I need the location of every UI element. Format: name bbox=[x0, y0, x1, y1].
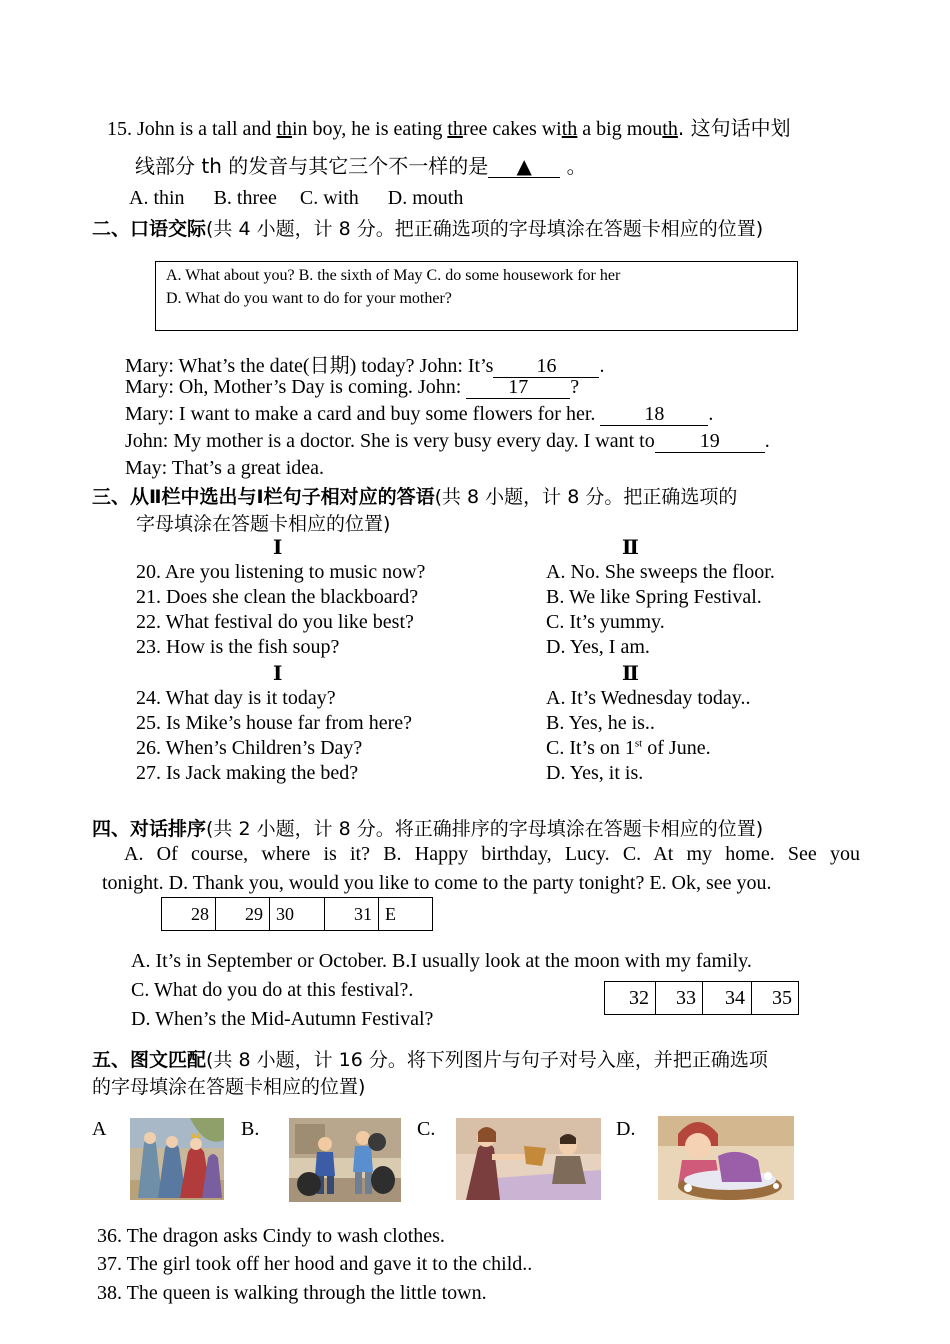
picture-label-c: C. bbox=[417, 1118, 436, 1140]
question-26: 26. When’s Children’s Day? bbox=[136, 737, 363, 759]
section5-heading-line2: 的字母填涂在答题卡相应的位置) bbox=[92, 1076, 366, 1098]
sec4-paragraph-line1: A. Of course, where is it? B. Happy birthday, Lucy. C. At my home. See you bbox=[124, 843, 860, 865]
section2-heading: 二、口语交际(共 4 小题，计 8 分。把正确选项的字母填涂在答题卡相应的位置) bbox=[92, 218, 764, 240]
picture-label-a: A bbox=[92, 1118, 107, 1140]
sec4-option-line1: A. It’s in September or October. B.I usually look at the moon with my family. bbox=[131, 950, 752, 972]
sentence-37: 37. The girl took off her hood and gave it to the child.. bbox=[97, 1253, 533, 1275]
column-1-heading: Ⅰ bbox=[273, 661, 283, 685]
q15-option: A. thin bbox=[129, 187, 185, 209]
sec4-option-line2: C. What do you do at this festival?. bbox=[131, 979, 414, 1001]
order-cell[interactable]: 28 bbox=[162, 898, 216, 931]
dialogue-line-16: Mary: What’s the date(日期) today? John: It’s 16 . bbox=[125, 355, 605, 377]
answer-option: A. It’s Wednesday today.. bbox=[546, 687, 751, 709]
order-cell[interactable]: 35 bbox=[752, 982, 799, 1015]
dialogue-line-end: May: That’s a great idea. bbox=[125, 457, 325, 479]
answer-blank-17[interactable]: 17 bbox=[466, 377, 570, 399]
question-22: 22. What festival do you like best? bbox=[136, 611, 414, 633]
q15-option: D. mouth bbox=[387, 187, 464, 209]
dialogue-line-18: Mary: I want to make a card and buy some flowers for her. 18 . bbox=[125, 403, 714, 425]
q15-option: C. with bbox=[299, 187, 359, 209]
question-24: 24. What day is it today? bbox=[136, 687, 336, 709]
question-25: 25. Is Mike’s house far from here? bbox=[136, 712, 413, 734]
column-2-heading: Ⅱ bbox=[622, 535, 639, 559]
picture-b-boys-with-bags bbox=[289, 1118, 401, 1202]
sentence-38: 38. The queen is walking through the little town. bbox=[97, 1282, 487, 1304]
q15-answer-blank[interactable]: ▲ bbox=[488, 156, 560, 178]
options-line: D. What do you want to do for your mother? bbox=[166, 290, 452, 307]
q15-options bbox=[129, 187, 463, 210]
order-cell[interactable]: 32 bbox=[605, 982, 656, 1015]
picture-label-d: D. bbox=[616, 1118, 636, 1140]
answer-blank-16[interactable]: 16 bbox=[493, 356, 599, 378]
section3-heading: 三、从Ⅱ栏中选出与Ⅰ栏句子相对应的答语(共 8 小题，计 8 分。把正确选项的 bbox=[92, 486, 738, 508]
column-2-heading: Ⅱ bbox=[622, 661, 639, 685]
order-cell[interactable]: 33 bbox=[656, 982, 703, 1015]
options-line: A. What about you? B. the sixth of May C. do some housework for her bbox=[166, 267, 621, 284]
q15-line1: 15. John is a tall and thin boy, he is eating three cakes with a big mouth. 这句话中划 bbox=[107, 116, 791, 140]
dialogue-line-19: John: My mother is a doctor. She is very busy every day. I want to 19 . bbox=[125, 430, 770, 452]
order-cell[interactable]: 30 bbox=[270, 898, 325, 931]
order-table-1 bbox=[161, 897, 433, 931]
q15-line2: 线部分 th 的发音与其它三个不一样的是 ▲ 。 bbox=[135, 154, 587, 178]
section4-heading: 四、对话排序(共 2 小题，计 8 分。将正确排序的字母填涂在答题卡相应的位置) bbox=[92, 818, 764, 840]
q15-option: B. three bbox=[213, 187, 277, 209]
answer-blank-18[interactable]: 18 bbox=[600, 404, 708, 426]
answer-option: B. We like Spring Festival. bbox=[546, 586, 762, 608]
question-27: 27. Is Jack making the bed? bbox=[136, 762, 359, 784]
picture-label-b: B. bbox=[241, 1118, 260, 1140]
answer-option: D. Yes, I am. bbox=[546, 636, 650, 658]
section5-heading: 五、图文匹配(共 8 小题，计 16 分。将下列图片与句子对号入座，并把正确选项 bbox=[92, 1049, 768, 1071]
order-table-2 bbox=[604, 981, 799, 1015]
section2-options-box bbox=[155, 261, 798, 331]
order-cell[interactable]: E bbox=[379, 898, 433, 931]
picture-d-cindy-washing-clothes bbox=[658, 1116, 794, 1200]
answer-blank-19[interactable]: 19 bbox=[655, 431, 765, 453]
answer-option: D. Yes, it is. bbox=[546, 762, 644, 784]
question-20: 20. Are you listening to music now? bbox=[136, 561, 426, 583]
question-23: 23. How is the fish soup? bbox=[136, 636, 340, 658]
answer-option: C. It’s on 1st of June. bbox=[546, 737, 711, 759]
order-cell[interactable]: 29 bbox=[216, 898, 270, 931]
sec4-option-line3: D. When’s the Mid-Autumn Festival? bbox=[131, 1008, 434, 1030]
order-cell[interactable]: 31 bbox=[325, 898, 379, 931]
answer-option: B. Yes, he is.. bbox=[546, 712, 655, 734]
question-21: 21. Does she clean the blackboard? bbox=[136, 586, 419, 608]
sentence-36: 36. The dragon asks Cindy to wash clothes. bbox=[97, 1225, 445, 1247]
picture-c-girl-giving-hood bbox=[456, 1118, 601, 1200]
picture-a-queen-in-town bbox=[130, 1118, 224, 1200]
order-cell[interactable]: 34 bbox=[703, 982, 752, 1015]
sec4-paragraph-line2: tonight. D. Thank you, would you like to come to the party tonight? E. Ok, see you. bbox=[102, 872, 772, 894]
answer-option: C. It’s yummy. bbox=[546, 611, 665, 633]
dialogue-line-17: Mary: Oh, Mother’s Day is coming. John: 17 ? bbox=[125, 376, 580, 398]
column-1-heading: Ⅰ bbox=[273, 535, 283, 559]
answer-option: A. No. She sweeps the floor. bbox=[546, 561, 775, 583]
section3-heading-line2: 字母填涂在答题卡相应的位置) bbox=[136, 513, 391, 535]
